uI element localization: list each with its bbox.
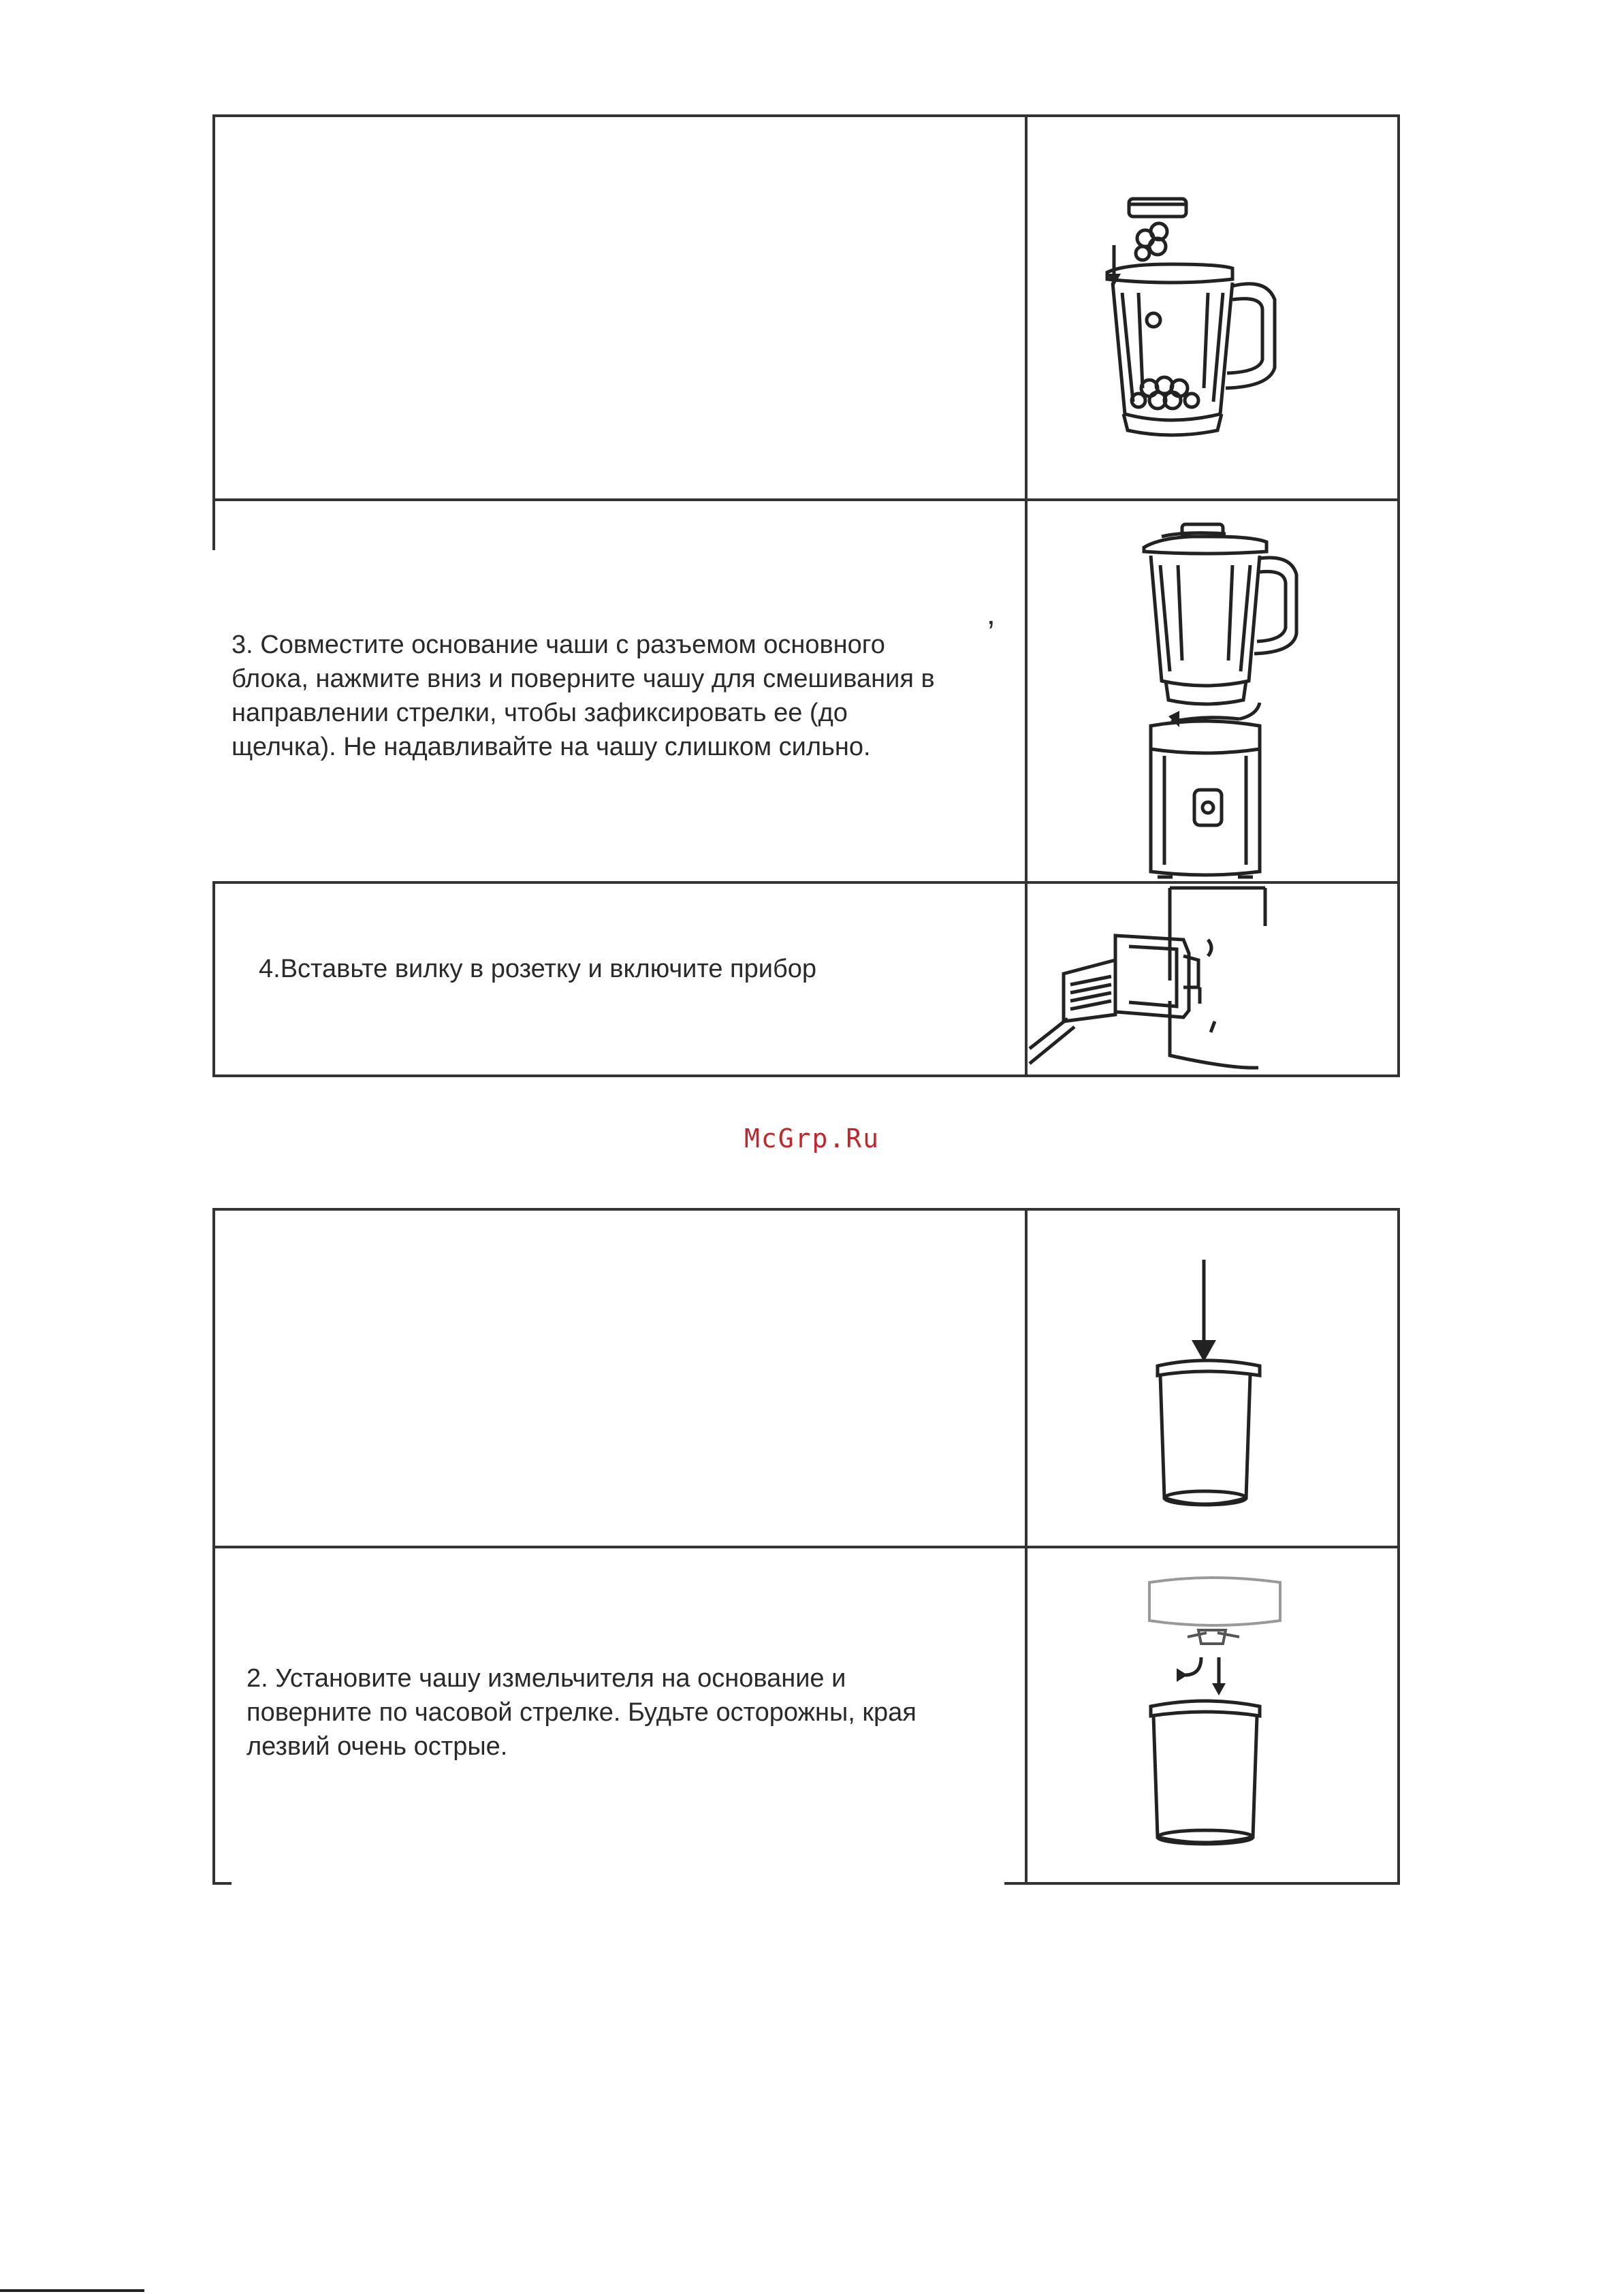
table-border — [1397, 1208, 1400, 1885]
column-divider — [1025, 1208, 1028, 1885]
plug-into-socket-icon — [1027, 885, 1313, 1076]
table-border — [212, 114, 215, 550]
blender-jar-on-base-icon — [1124, 517, 1314, 885]
grinder-bowl-with-arrow-icon — [1144, 1253, 1294, 1512]
table-border — [1004, 1882, 1400, 1885]
table-border — [212, 114, 1400, 117]
row-divider — [212, 498, 1400, 501]
blender-jar-with-ice-icon — [1062, 184, 1335, 443]
step-text: 4.Вставьте вилку в розетку и включите прибор — [259, 955, 817, 983]
table-border — [1397, 114, 1400, 1077]
step-text: 3. Совместите основание чаши с разъемом основного блока, нажмите вниз и поверните чашу для смешивания в направлении стрелки, чтобы зафиксировать ее (до щелчка). Не надавливайте на чашу слишком сильно. — [232, 631, 935, 761]
watermark: McGrp.Ru — [744, 1124, 880, 1153]
table-border — [212, 1882, 232, 1885]
row-divider — [212, 1546, 1400, 1548]
stray-mark: ’ — [987, 615, 995, 651]
grinder-blade-assembly-icon — [1137, 1573, 1301, 1859]
table-border — [212, 1208, 1400, 1211]
table-border — [212, 881, 215, 1077]
table-border — [212, 1208, 215, 1885]
footer-rule — [0, 2289, 144, 2292]
step-text: 2. Установите чашу измельчителя на основание и поверните по часовой стрелке. Будьте осторожны, края лезвий очень острые. — [246, 1664, 917, 1761]
